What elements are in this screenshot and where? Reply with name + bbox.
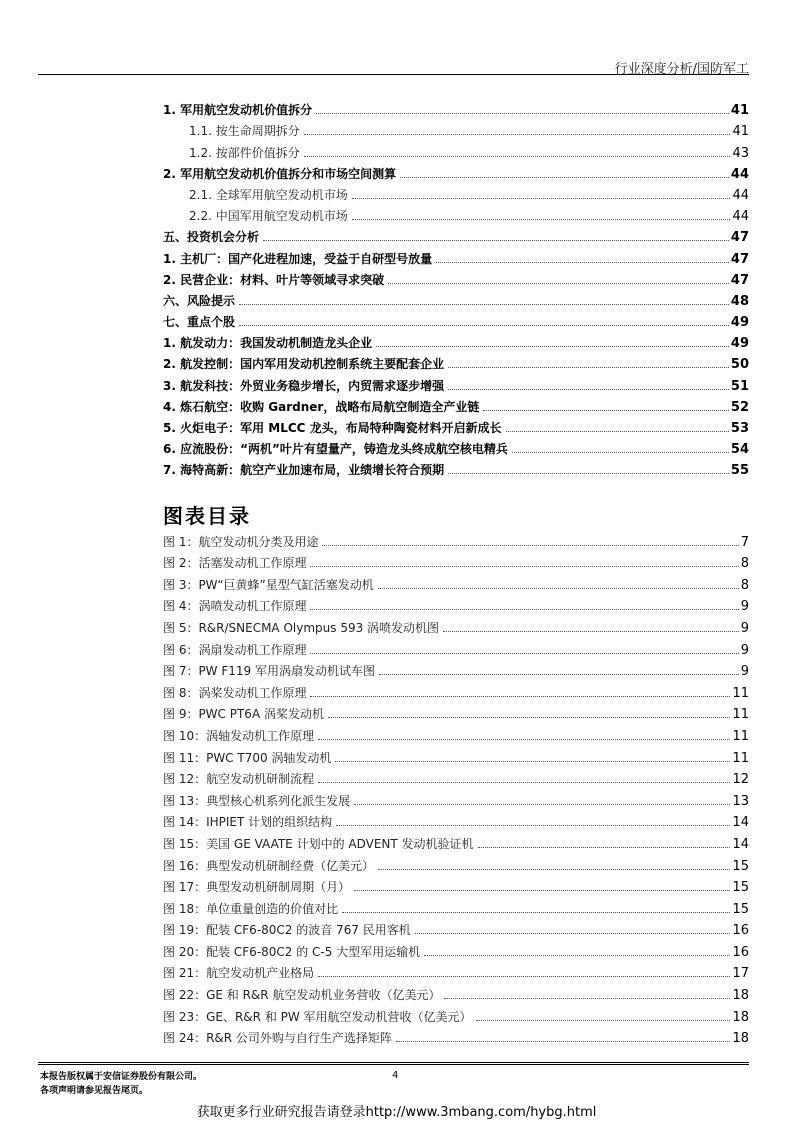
toc-entry-page: 41 [730, 103, 749, 119]
figure-entry-label: 图 3：PW“巨黄蜂”星型气缸活塞发动机 [163, 577, 374, 592]
figure-entry[interactable] [163, 874, 749, 896]
toc-entry-page: 47 [730, 230, 749, 246]
dot-leader [378, 588, 739, 589]
toc-entry[interactable] [163, 182, 749, 203]
figure-entry[interactable] [163, 1003, 749, 1025]
figure-entry-page: 12 [732, 772, 749, 788]
figure-entry-label: 图 9：PWC PT6A 涡桨发动机 [163, 707, 324, 722]
figure-entry-page: 18 [732, 1031, 749, 1047]
dot-leader [415, 933, 731, 934]
dot-leader [448, 367, 729, 368]
figure-entry-label: 图 10：涡轴发动机工作原理 [163, 728, 315, 743]
figure-entry[interactable] [163, 550, 749, 572]
figure-entry-label: 图 21：航空发动机产业格局 [163, 966, 315, 981]
figure-entry[interactable] [163, 614, 749, 636]
figure-entry-label: 图 19：配装 CF6-80C2 的波音 767 民用客机 [163, 923, 411, 938]
footer-divider [38, 1062, 749, 1063]
dot-leader [336, 825, 730, 826]
figure-entry-label: 图 13：典型核心机系列化派生发展 [163, 793, 351, 808]
figure-entry-page: 11 [732, 685, 749, 701]
footer-disclaimer: 各项声明请参见报告尾页。 [40, 1086, 149, 1096]
figure-entry-page: 9 [740, 620, 749, 636]
toc-entry-label: 1. 军用航空发动机价值拆分 [163, 103, 313, 118]
figure-entry-page: 9 [740, 664, 749, 680]
table-of-contents [163, 97, 749, 478]
dot-leader [506, 431, 729, 432]
figure-entry-label: 图 11：PWC T700 涡轴发动机 [163, 750, 332, 765]
dot-leader [304, 156, 731, 157]
toc-entry-page: 50 [730, 357, 749, 373]
toc-entry[interactable] [163, 415, 749, 436]
figure-entry-label: 图 16：典型发动机研制经费（亿美元） [163, 858, 375, 873]
dot-leader [483, 410, 729, 411]
toc-entry-label: 2. 航发控制：国内军用发动机控制系统主要配套企业 [163, 357, 445, 372]
dot-leader [388, 283, 729, 284]
toc-entry-label: 1. 航发动力：我国发动机制造龙头企业 [163, 336, 373, 351]
toc-entry-page: 41 [732, 124, 749, 140]
toc-entry[interactable] [163, 139, 749, 160]
figure-entry[interactable] [163, 787, 749, 809]
figure-entry-label: 图 20：配装 CF6-80C2 的 C-5 大型军用运输机 [163, 944, 421, 959]
figure-entry-page: 15 [732, 880, 749, 896]
toc-entry-label: 1.1. 按生命周期拆分 [163, 122, 302, 139]
dot-leader [400, 177, 729, 178]
dot-leader [310, 653, 738, 654]
dot-leader [318, 782, 730, 783]
dot-leader [378, 869, 730, 870]
toc-entry-label: 7. 海特高新：航空产业加速布局，业绩增长符合预期 [163, 463, 445, 478]
toc-entry-page: 44 [730, 166, 749, 182]
figure-entry-page: 8 [740, 577, 749, 593]
figure-entry[interactable] [163, 830, 749, 852]
dot-leader [316, 113, 729, 114]
toc-entry-page: 55 [730, 463, 749, 479]
dot-leader [448, 473, 729, 474]
dot-leader [396, 1041, 731, 1042]
figure-entry[interactable] [163, 895, 749, 917]
figure-entry-page: 15 [732, 901, 749, 917]
figure-entry[interactable] [163, 722, 749, 744]
figure-entry-page: 9 [740, 599, 749, 615]
footer-notice [40, 1070, 202, 1098]
toc-entry-page: 49 [730, 315, 749, 331]
figure-entry[interactable] [163, 809, 749, 831]
toc-entry[interactable] [163, 394, 749, 415]
dot-leader [239, 325, 729, 326]
figure-entry-page: 18 [732, 988, 749, 1004]
dot-leader [436, 262, 729, 263]
toc-entry-page: 48 [730, 293, 749, 309]
figure-entry-label: 图 8：涡桨发动机工作原理 [163, 685, 307, 700]
toc-entry-label: 4. 炼石航空：收购 Gardner，战略布局航空制造全产业链 [163, 399, 480, 414]
toc-entry-label: 六、风险提示 [163, 293, 236, 308]
figure-entry[interactable] [163, 1025, 749, 1047]
dot-leader [322, 545, 738, 546]
figure-entry-page: 15 [732, 858, 749, 874]
figure-entry-label: 图 23：GE、R&R 和 PW 军用航空发动机营收（亿美元） [163, 1009, 472, 1024]
dot-leader [310, 609, 738, 610]
header-title: 行业深度分析/国防军工 [614, 62, 749, 77]
figure-entry[interactable] [163, 658, 749, 680]
page-number: 4 [392, 1070, 399, 1081]
dot-leader [239, 304, 729, 305]
toc-entry-page: 49 [730, 336, 749, 352]
dot-leader [318, 976, 730, 977]
figure-entry[interactable] [163, 528, 749, 550]
toc-entry-label: 3. 航发科技：外贸业务稳步增长，内贸需求逐步增强 [163, 378, 445, 393]
figure-entry-label: 图 4：涡喷发动机工作原理 [163, 599, 307, 614]
toc-entry[interactable] [163, 224, 749, 245]
figure-entry-label: 图 2：活塞发动机工作原理 [163, 556, 307, 571]
dot-leader [448, 389, 729, 390]
dot-leader [310, 566, 738, 567]
toc-entry[interactable] [163, 161, 749, 182]
dot-leader [512, 452, 729, 453]
toc-entry-label: 1. 主机厂：国产化进程加速，受益于自研型号放量 [163, 251, 433, 266]
toc-entry[interactable] [163, 97, 749, 118]
header-divider [38, 74, 749, 75]
dot-leader [354, 890, 730, 891]
dot-leader [304, 134, 731, 135]
figure-entry-page: 11 [732, 750, 749, 766]
dot-leader [443, 631, 739, 632]
toc-entry-label: 2.1. 全球军用航空发动机市场 [163, 186, 350, 203]
figure-entry-label: 图 1：航空发动机分类及用途 [163, 534, 319, 549]
figure-entry[interactable] [163, 744, 749, 766]
figure-entry-page: 16 [732, 923, 749, 939]
figure-entry-page: 17 [732, 966, 749, 982]
figure-entry[interactable] [163, 917, 749, 939]
figure-entry-page: 11 [732, 728, 749, 744]
toc-entry[interactable] [163, 309, 749, 330]
dot-leader [335, 761, 730, 762]
dot-leader [352, 198, 731, 199]
dot-leader [342, 912, 730, 913]
figure-entry-label: 图 6：涡扇发动机工作原理 [163, 642, 307, 657]
figure-entry[interactable] [163, 701, 749, 723]
figure-entry-page: 9 [740, 642, 749, 658]
dot-leader [424, 955, 730, 956]
figure-entry-label: 图 12：航空发动机研制流程 [163, 772, 315, 787]
figure-entry-label: 图 18：单位重量创造的价值对比 [163, 901, 339, 916]
toc-entry-page: 44 [732, 209, 749, 225]
dot-leader [376, 346, 729, 347]
dot-leader [444, 998, 730, 999]
dot-leader [328, 717, 730, 718]
dot-leader [318, 739, 730, 740]
toc-entry-page: 54 [730, 442, 749, 458]
figure-entry-label: 图 17：典型发动机研制周期（月） [163, 880, 351, 895]
toc-entry-label: 2. 民营企业：材料、叶片等领域寻求突破 [163, 272, 385, 287]
toc-entry-page: 47 [730, 272, 749, 288]
figure-entry-page: 16 [732, 944, 749, 960]
toc-entry[interactable] [163, 351, 749, 372]
toc-entry[interactable] [163, 203, 749, 224]
download-link-text[interactable]: 获取更多行业研究报告请登录http://www.3mbang.com/hybg.html [196, 1105, 597, 1120]
dot-leader [263, 240, 729, 241]
toc-entry-label: 2.2. 中国军用航空发动机市场 [163, 207, 350, 224]
figure-entry[interactable] [163, 766, 749, 788]
figure-entry[interactable] [163, 938, 749, 960]
figure-entry-page: 7 [740, 534, 749, 550]
figure-entry-page: 18 [732, 1009, 749, 1025]
figure-entry[interactable] [163, 960, 749, 982]
figure-entry-label: 图 15：美国 GE VAATE 计划中的 ADVENT 发动机验证机 [163, 836, 474, 851]
dot-leader [310, 696, 730, 697]
toc-entry-page: 44 [732, 187, 749, 203]
figure-entry[interactable] [163, 593, 749, 615]
toc-entry[interactable] [163, 245, 749, 266]
figures-title: 图表目录 [163, 504, 251, 528]
footer-divider-2 [38, 1064, 749, 1065]
figure-entry-label: 图 5：R&R/SNECMA Olympus 593 涡喷发动机图 [163, 620, 440, 635]
toc-entry-page: 53 [730, 421, 749, 436]
figures-list [163, 528, 749, 1046]
dot-leader [478, 847, 731, 848]
figure-entry-label: 图 24：R&R 公司外购与自行生产选择矩阵 [163, 1031, 392, 1046]
figure-entry[interactable] [163, 679, 749, 701]
figure-entry[interactable] [163, 636, 749, 658]
toc-entry-page: 43 [732, 145, 749, 161]
toc-entry[interactable] [163, 436, 749, 457]
figure-entry[interactable] [163, 981, 749, 1003]
figure-entry-label: 图 22：GE 和 R&R 航空发动机业务营收（亿美元） [163, 988, 441, 1003]
figure-entry-label: 图 7：PW F119 军用涡扇发动机试车图 [163, 664, 375, 679]
figure-entry[interactable] [163, 571, 749, 593]
footer-copyright: 本报告版权属于安信证券股份有限公司。 [40, 1072, 203, 1082]
toc-entry-label: 2. 军用航空发动机价值拆分和市场空间测算 [163, 166, 397, 181]
figure-entry-page: 14 [732, 815, 749, 831]
toc-entry[interactable] [163, 330, 749, 351]
figure-entry-page: 8 [740, 556, 749, 572]
figure-entry-page: 11 [732, 707, 749, 723]
figure-entry[interactable] [163, 852, 749, 874]
toc-entry-page: 47 [730, 251, 749, 267]
toc-entry-page: 52 [730, 399, 749, 415]
figure-entry-page: 13 [732, 793, 749, 809]
toc-entry-label: 七、重点个股 [163, 315, 236, 330]
toc-entry-label: 5. 火炬电子：军用 MLCC 龙头，布局特种陶瓷材料开启新成长 [163, 421, 502, 435]
figure-entry-page: 14 [732, 836, 749, 852]
toc-entry-label: 五、投资机会分析 [163, 230, 260, 245]
dot-leader [379, 674, 739, 675]
toc-entry-label: 6. 应流股份：“两机”叶片有望量产，铸造龙头终成航空核电精兵 [163, 442, 508, 457]
dot-leader [352, 219, 731, 220]
toc-entry[interactable] [163, 267, 749, 288]
toc-entry[interactable] [163, 288, 749, 309]
toc-entry[interactable] [163, 457, 749, 478]
dot-leader [476, 1020, 731, 1021]
dot-leader [354, 804, 730, 805]
toc-entry[interactable] [163, 118, 749, 139]
figure-entry-label: 图 14：IHPIET 计划的组织结构 [163, 815, 333, 830]
toc-entry-page: 51 [730, 378, 749, 394]
toc-entry-label: 1.2. 按部件价值拆分 [163, 144, 302, 161]
toc-entry[interactable] [163, 372, 749, 393]
